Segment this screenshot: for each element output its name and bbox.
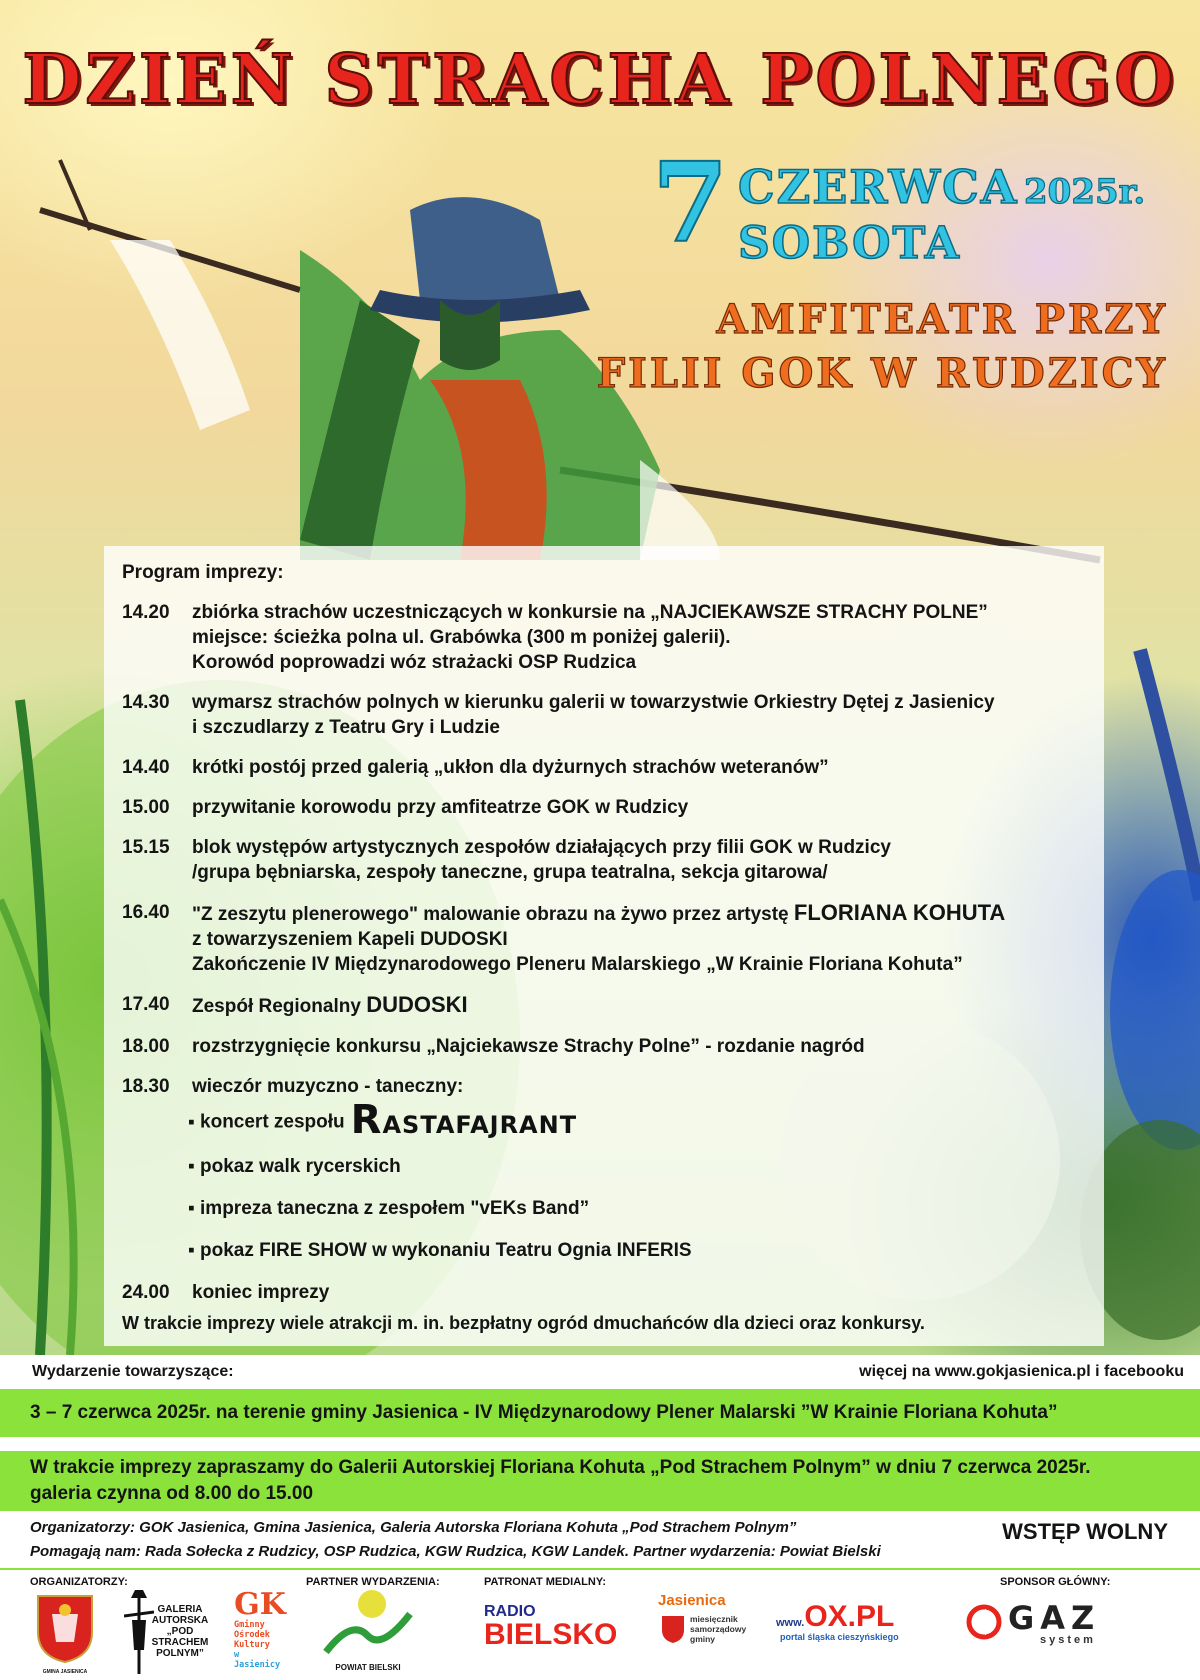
program-row [114,690,1104,740]
program-row [114,600,1104,675]
gok-line: Ośrodek [234,1630,270,1640]
radio-bielsko-logo [484,1604,634,1650]
galeria-line: AUTORSKA [151,1615,209,1626]
event-day: 7 [652,138,729,267]
program-desc [192,900,1104,977]
powiat-icon [322,1588,414,1658]
ox-pl-logo [776,1600,926,1642]
venue-line-2: FILII GOK W RUDZICY [596,350,1168,397]
gok-line: Kultury [234,1640,270,1650]
logo-initial: R [350,1097,383,1143]
band-name: DUDOSKI [366,992,468,1017]
label-partner: PARTNER WYDARZENIA: [306,1576,440,1588]
label-organizers: ORGANIZATORZY: [30,1576,128,1588]
program-time: 15.00 [122,797,170,818]
plener-banner: 3 – 7 czerwca 2025r. na terenie gminy Jasienica - IV Międzynarodowy Plener Malarski ”W Krainie Floriana Kohuta” [0,1389,1200,1437]
program-time: 14.40 [122,757,170,778]
program-time: 24.00 [122,1282,170,1303]
gok-letters: GK [234,1587,286,1622]
program-line: zbiórka strachów uczestniczących w konkursie na „NAJCIEKAWSZE STRACHY POLNE” [192,602,988,623]
program-row [114,795,1104,820]
program-line-text: Zespół Regionalny [192,996,367,1017]
program-line: Korowód poprowadzi wóz strażacki OSP Rudzica [192,652,637,673]
powiat-caption: POWIAT BIELSKI [335,1663,401,1672]
jasienica-sub [690,1614,746,1644]
artist-name: FLORIANA KOHUTA [793,900,1006,925]
program-line: Zakończenie IV Międzynarodowego Pleneru Malarskiego „W Krainie Floriana Kohuta” [192,954,963,975]
gok-logo [230,1587,290,1670]
galeria-line: STRACHEM [151,1637,209,1648]
free-entry: WSTĘP WOLNY [1002,1519,1168,1544]
bullet-fire: ▪ pokaz FIRE SHOW w wykonaniu Teatru Ognia INFERIS [114,1238,1104,1264]
ox-main: OX.PL [804,1600,895,1633]
jasienica-sub-line: miesięcznik [690,1614,738,1624]
jasienica-title: Jasienica [658,1592,726,1609]
jasienica-magazine-logo [658,1592,768,1644]
venue-line-1: AMFITEATR PRZY [716,296,1168,343]
program-line: wymarsz strachów polnych w kierunku galerii w towarzystwie Orkiestry Dętej z Jasienicy [192,692,995,713]
gok-line: Gminny [234,1620,265,1630]
galeria-logo [124,1590,214,1674]
program-title: Program imprezy: [122,562,284,583]
event-year: 2025r. [1024,172,1146,212]
radio-top: RADIO [484,1603,536,1620]
label-sponsor: SPONSOR GŁÓWNY: [1000,1576,1111,1588]
program-line: miejsce: ścieżka polna ul. Grabówka (300 m poniżej galerii). [192,627,731,648]
ox-sub: portal śląska cieszyńskiego [780,1632,899,1642]
program-time: 14.30 [122,692,170,713]
event-title: DZIEŃ STRACHA POLNEGO [22,40,1178,120]
program-desc: krótki postój przed galerią „ukłon dla dyżurnych strachów weteranów” [192,757,829,778]
program-time: 15.15 [122,837,170,858]
program-desc: wieczór muzyczno - taneczny: [192,1076,464,1097]
event-month: CZERWCA [738,160,1019,214]
program-time: 17.40 [122,994,170,1015]
galeria-text [146,1604,214,1659]
event-weekday: SOBOTA [738,218,961,269]
side-event-header [0,1355,1200,1389]
program-panel [104,546,1104,1346]
program-row [114,992,1104,1019]
powiat-bielski-logo [322,1588,414,1672]
program-line [192,900,1104,927]
bullet-concert [114,1097,1104,1143]
program-desc [192,992,1104,1019]
galeria-line: GALERIA [157,1604,203,1615]
program-row [114,835,1104,885]
helpers-text: Pomagają nam: Rada Sołecka z Rudzicy, OSP Rudzica, KGW Rudzica, KGW Landek. Partner wydarzenia: Powiat Bielski [30,1543,881,1560]
program-line: i szczudlarzy z Teatru Gry i Ludzie [192,717,500,738]
gallery-line-2: galeria czynna od 8.00 do 15.00 [30,1483,314,1504]
program-row [114,900,1104,977]
gmina-jasienica-logo [34,1592,96,1675]
program-desc: przywitanie korowodu przy amfiteatrze GOK w Rudzicy [192,797,689,818]
gaz-sub: system [1040,1634,1096,1646]
gaz-flame-icon [966,1604,1002,1640]
jasienica-sub-line: gminy [690,1634,716,1644]
program-time: 18.30 [122,1076,170,1097]
program-time: 18.00 [122,1036,170,1057]
label-media: PATRONAT MEDIALNY: [484,1576,607,1588]
logo-rest: ASTAFAJRANT [382,1111,578,1139]
gallery-line-1: W trakcie imprezy zapraszamy do Galerii Autorskiej Floriana Kohuta „Pod Strachem Polnym” w dniu 7 czerwca 2025r. [30,1457,1091,1478]
gmina-caption: GMINA JASIENICA [42,1669,88,1675]
divider [0,1437,1200,1451]
rastafajrant-logo [350,1097,578,1143]
program-line: blok występów artystycznych zespołów działających przy filii GOK w Rudzicy [192,837,891,858]
radio-bottom: BIELSKO [484,1618,618,1651]
program-row [114,1074,1104,1099]
galeria-line: POLNYM” [156,1648,204,1659]
ox-pre: www. [776,1617,805,1629]
organizers-text: Organizatorzy: GOK Jasienica, Gmina Jasienica, Galeria Autorska Floriana Kohuta „Pod Strachem Polnym” [30,1519,797,1536]
program-time: 14.20 [122,602,170,623]
more-info-link[interactable]: więcej na www.gokjasienica.pl i facebooku [859,1363,1184,1380]
program-row [114,1280,1104,1305]
program-desc [192,835,1104,885]
program-time: 16.40 [122,902,170,923]
gaz-main: GAZ [1008,1599,1101,1637]
program-line: z towarzyszeniem Kapeli DUDOSKI [192,929,508,950]
program-desc: rozstrzygnięcie konkursu „Najciekawsze Strachy Polne” - rozdanie nagród [192,1036,865,1057]
program-note: W trakcie imprezy wiele atrakcji m. in. bezpłatny ogród dmuchańców dla dzieci oraz konkursy. [122,1313,925,1333]
gok-line: w Jasienicy [234,1650,281,1670]
program-desc [192,600,1104,675]
program-line-text: "Z zeszytu plenerowego" malowanie obrazu na żywo przez artystę [192,904,794,925]
jasienica-shield-icon [660,1614,686,1644]
jasienica-sub-line: samorządowy [690,1624,747,1634]
gmina-shield-icon [34,1592,96,1664]
bullet-dance: ▪ impreza taneczna z zespołem "vEKs Band” [114,1196,1104,1222]
program-line: /grupa bębniarska, zespoły taneczne, grupa teatralna, sekcja gitarowa/ [192,862,828,883]
gok-text [230,1620,290,1670]
bullet-knights: ▪ pokaz walk rycerskich [114,1154,1104,1180]
side-event-label: Wydarzenie towarzyszące: [32,1363,234,1380]
gallery-banner [0,1451,1200,1511]
program-desc [192,690,1104,740]
program-row [114,755,1104,780]
program-desc: koniec imprezy [192,1282,330,1303]
logo-bar [0,1568,1200,1680]
galeria-line: „POD [166,1626,194,1637]
program-row [114,1034,1104,1059]
bullet-text: koncert zespołu [200,1111,345,1133]
